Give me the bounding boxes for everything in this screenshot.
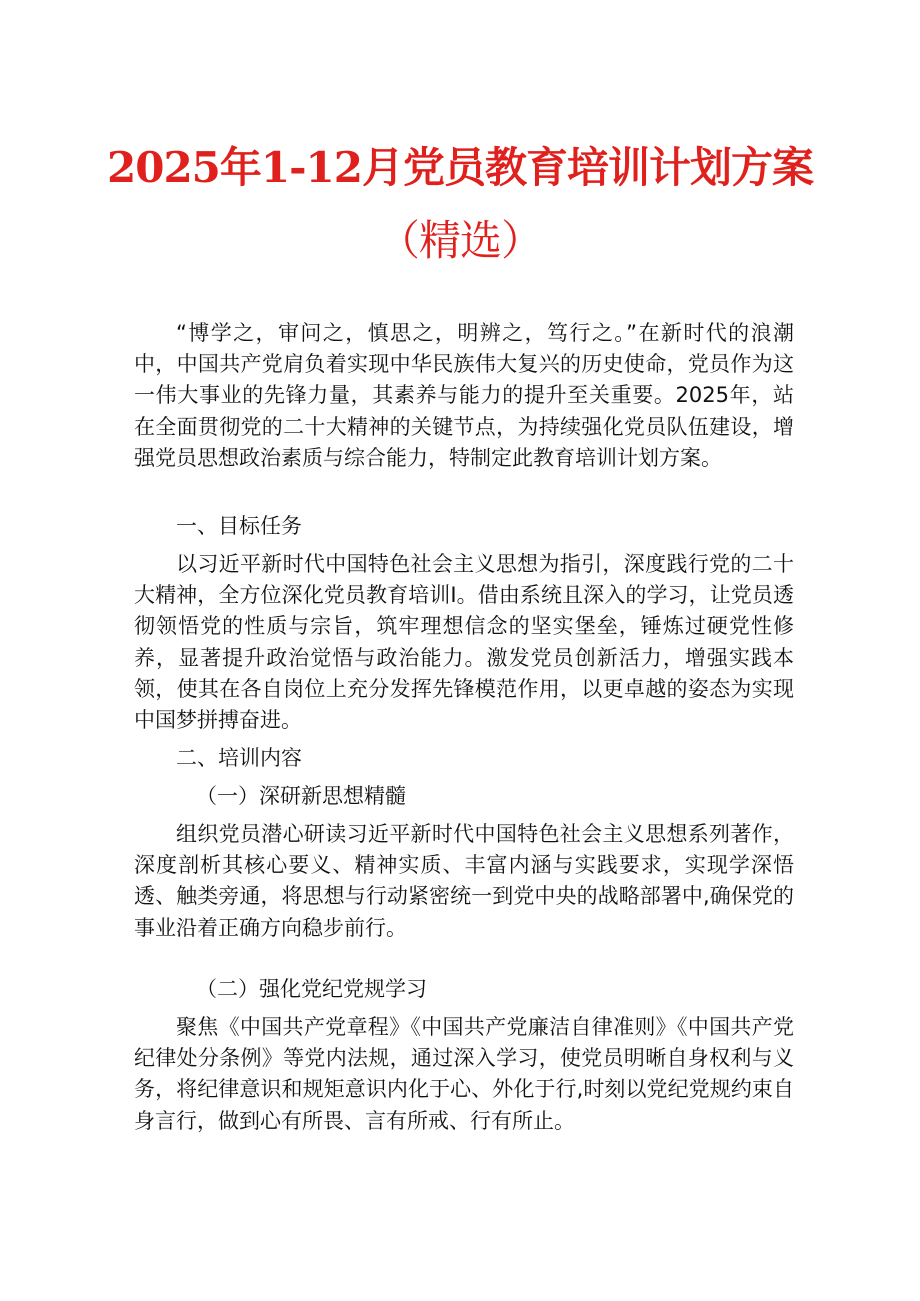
- discipline-paragraph: 聚焦《中国共产党章程》《中国共产党廉洁自律准则》《中国共产党纪律处分条例》等党内法规，通过深入学习，使党员明晰自身权利与义务，将纪律意识和规矩意识内化于心、外化于行,时刻以党纪党规约束自身言行，做到心有所畏、言有所戒、行有所止。: [134, 1015, 794, 1133]
- subsection-heading-discipline: （二）强化党纪党规学习: [196, 977, 427, 1001]
- intro-paragraph: “博学之，审问之，慎思之，明辨之，笃行之。”在新时代的浪潮中，中国共产党肩负着实现中华民族伟大复兴的历史使命，党员作为这一伟大事业的先锋力量，其素养与能力的提升至关重要。2025年，站在全面贯彻党的二十大精神的关键节点，为持续强化党员队伍建设，增强党员思想政治素质与综合能力，特制定此教育培训计划方案。: [134, 321, 794, 470]
- section-heading-content: 二、培训内容: [176, 746, 302, 770]
- section-heading-goals: 一、目标任务: [176, 514, 302, 538]
- document-title: 2025年1-12月党员教育培训计划方案: [107, 143, 813, 192]
- thought-paragraph: 组织党员潜心研读习近平新时代中国特色社会主义思想系列著作，深度剖析其核心要义、精神实质、丰富内涵与实践要求，实现学深悟透、触类旁通，将思想与行动紧密统一到党中央的战略部署中,确保党的事业沿着正确方向稳步前行。: [134, 822, 794, 940]
- document-subtitle: （精选）: [377, 216, 542, 265]
- subsection-heading-thought: （一）深研新思想精髓: [196, 784, 406, 808]
- goals-paragraph: 以习近平新时代中国特色社会主义思想为指引，深度践行党的二十大精神，全方位深化党员教育培训I。借由系统且深入的学习，让党员透彻领悟党的性质与宗旨，筑牢理想信念的坚实堡垒，锤炼过硬党性修养，显著提升政治觉悟与政治能力。激发党员创新活力，增强实践本领，使其在各自岗位上充分发挥先锋模范作用，以更卓越的姿态为实现中国梦拼搏奋进。: [134, 552, 794, 733]
